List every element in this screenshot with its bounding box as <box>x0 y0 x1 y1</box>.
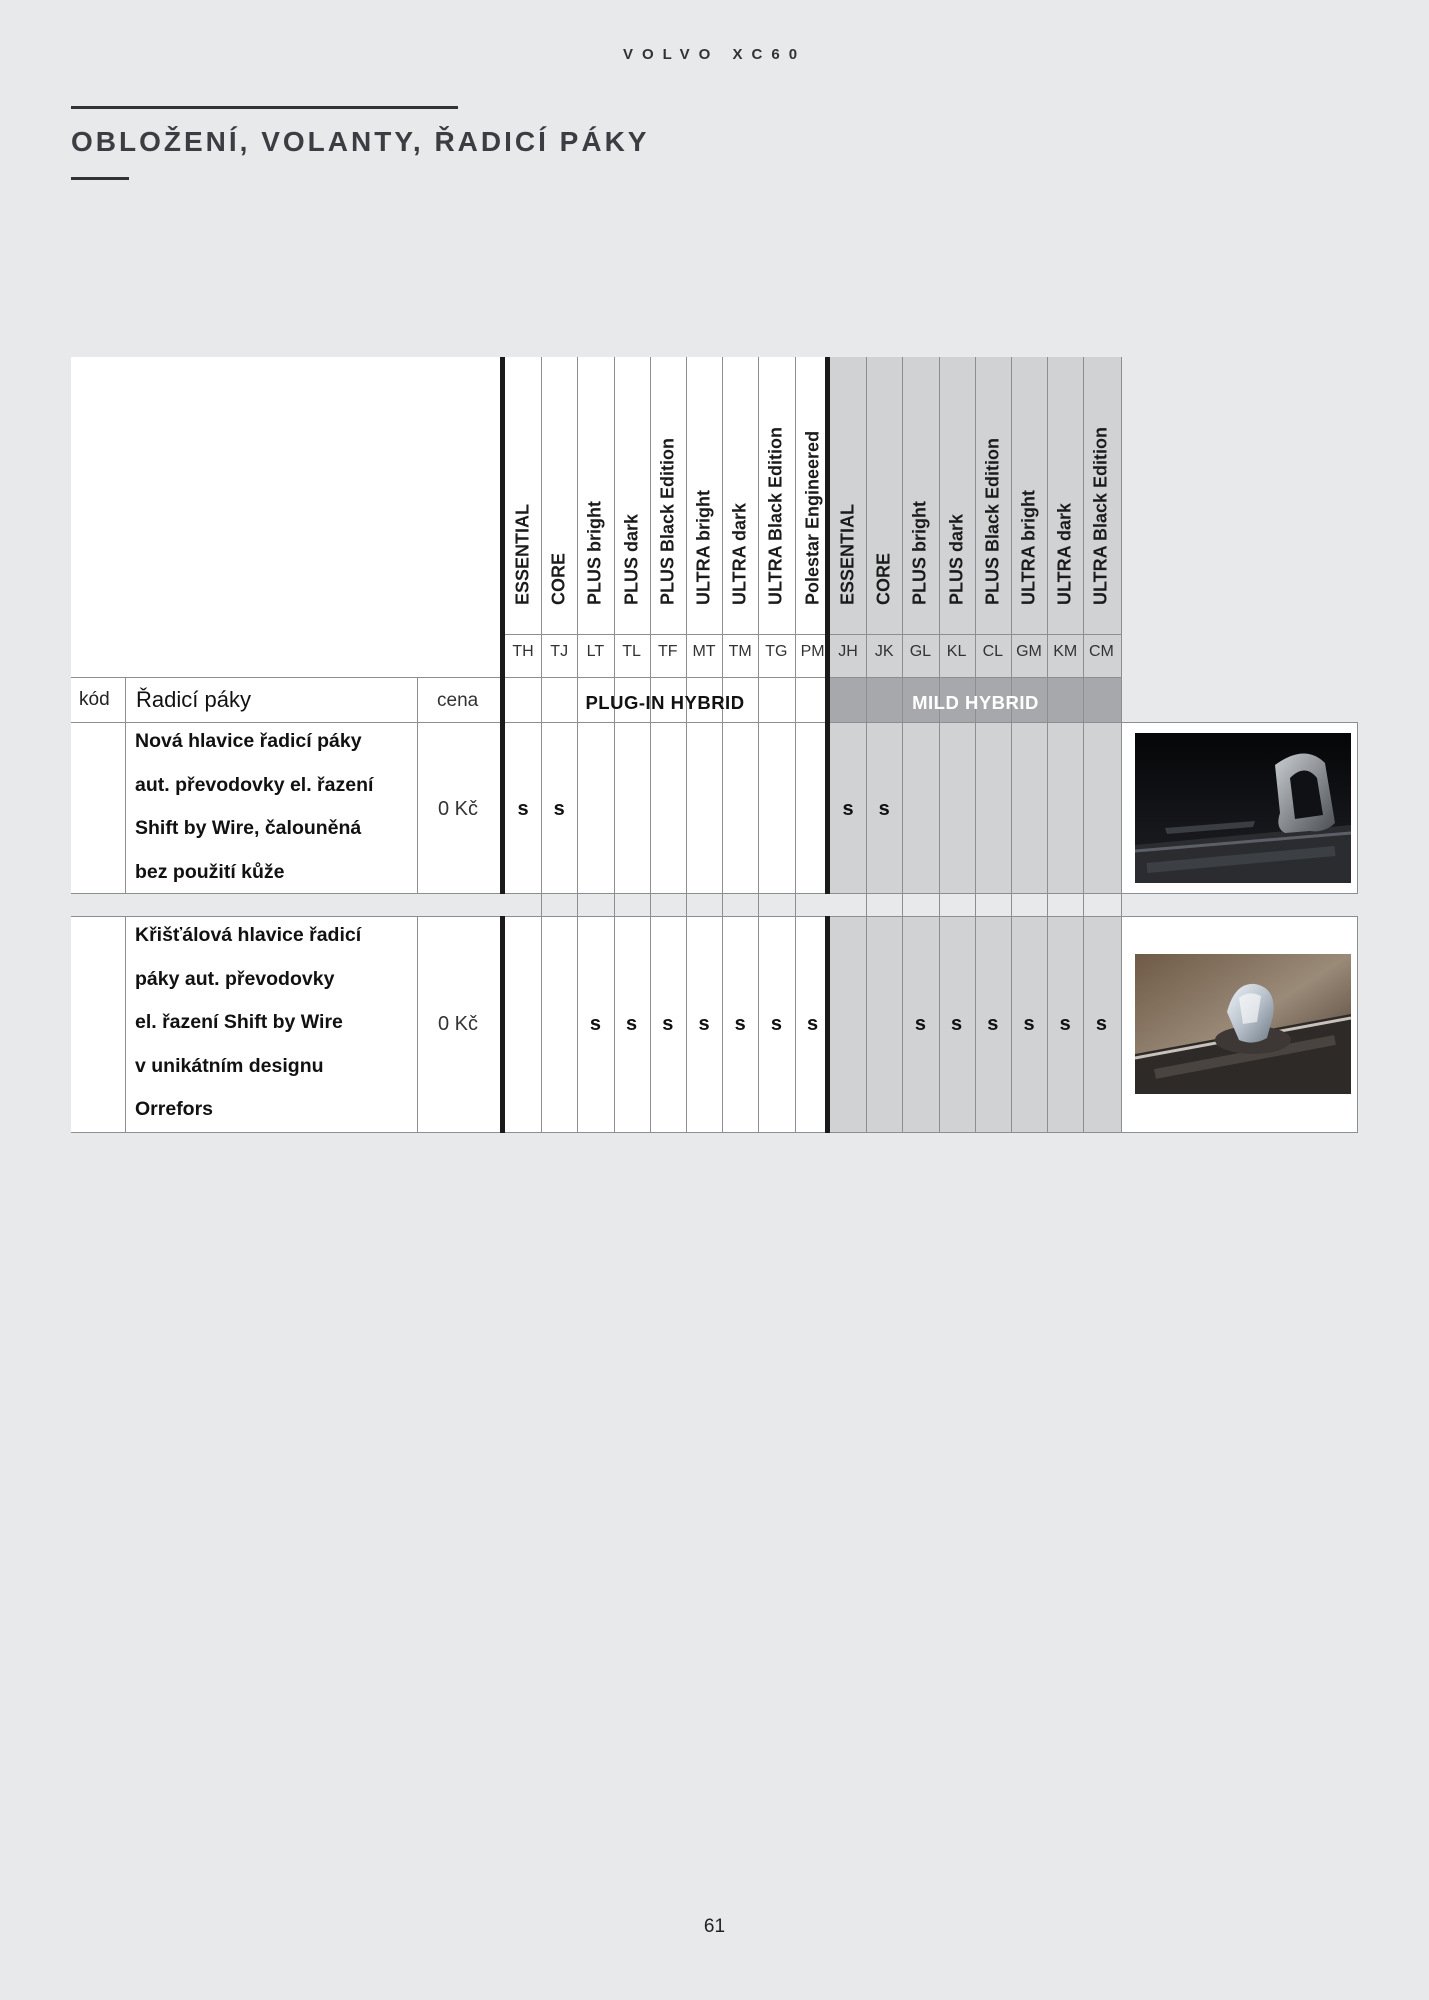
availability-mark: s <box>626 1013 638 1035</box>
version-header <box>722 357 758 634</box>
version-header <box>1083 357 1119 634</box>
version-header <box>505 357 541 634</box>
version-name: ULTRA dark <box>729 502 750 605</box>
black-gear-selector-photo <box>1135 733 1351 883</box>
version-name: PLUS bright <box>584 501 605 605</box>
availability-mark: s <box>987 1013 999 1035</box>
vline-kod-2 <box>125 916 126 1133</box>
availability-mark: s <box>662 1013 674 1035</box>
availability-mark: s <box>734 1013 746 1035</box>
hline-header-bottom <box>71 677 1121 678</box>
title-rule-top <box>71 106 458 109</box>
availability-mark: s <box>1095 1013 1107 1035</box>
version-code: TM <box>728 643 752 660</box>
version-header <box>686 357 722 634</box>
version-header <box>975 357 1011 634</box>
version-code: JK <box>874 643 894 660</box>
row-2-line-3: el. řazení Shift by Wire <box>135 1011 343 1033</box>
row-1-description <box>135 720 415 894</box>
version-name: Polestar Engineered <box>802 430 823 605</box>
row-2-line-4: v unikátním designu <box>135 1054 324 1077</box>
row-2-line-2: páky aut. převodovky <box>135 967 335 990</box>
availability-mark: s <box>842 798 854 820</box>
crystal-gear-selector-photo <box>1135 954 1351 1094</box>
version-code: TG <box>765 643 788 660</box>
page-title: OBLOŽENÍ, VOLANTY, ŘADICÍ PÁKY <box>71 126 650 157</box>
version-header <box>614 357 650 634</box>
page-number: 61 <box>703 1916 726 1937</box>
group-mild-hybrid: MILD HYBRID <box>912 692 1039 713</box>
version-code: TJ <box>550 643 569 660</box>
availability-mark: s <box>878 798 890 820</box>
version-code: GM <box>1016 643 1042 660</box>
version-name: CORE <box>873 552 894 605</box>
version-name: ULTRA dark <box>1054 502 1075 605</box>
version-header <box>866 357 902 634</box>
version-name: ULTRA Black Edition <box>1090 426 1111 605</box>
version-code: MT <box>692 643 716 660</box>
version-header <box>830 357 866 634</box>
vline-kod <box>125 677 126 894</box>
brand-header: VOLVO XC60 <box>622 46 807 63</box>
availability-mark: s <box>914 1013 926 1035</box>
availability-mark: s <box>770 1013 782 1035</box>
vline-right-edge-2 <box>1357 916 1358 1133</box>
availability-mark: s <box>698 1013 710 1035</box>
hline-row-2-bottom <box>71 1132 1358 1133</box>
version-code: CL <box>982 643 1004 660</box>
row-1-line-2: aut. převodovky el. řazení <box>135 773 374 796</box>
availability-mark: s <box>807 1013 819 1035</box>
version-header <box>1011 357 1047 634</box>
version-header <box>758 357 794 634</box>
version-code: TL <box>622 643 641 660</box>
row-1-line-3: Shift by Wire, čalouněná <box>135 817 362 839</box>
row-1-price: 0 Kč <box>438 798 479 820</box>
version-name: PLUS dark <box>621 513 642 605</box>
version-header <box>541 357 577 634</box>
column-header-name: Řadicí páky <box>136 687 251 712</box>
availability-mark: s <box>553 798 565 820</box>
availability-mark: s <box>1023 1013 1035 1035</box>
shift-lever-table <box>71 357 1358 1133</box>
version-header <box>795 357 831 634</box>
version-header <box>1047 357 1083 634</box>
row-1-line-1: Nová hlavice řadicí páky <box>135 730 362 752</box>
availability-mark: s <box>1059 1013 1071 1035</box>
availability-mark: s <box>517 798 529 820</box>
row-2-line-5: Orrefors <box>135 1098 214 1120</box>
phev-separator-row2 <box>500 916 505 1133</box>
version-code: LT <box>586 643 605 660</box>
version-name: PLUS bright <box>909 501 930 605</box>
vline-name <box>417 677 418 894</box>
group-plug-in-hybrid: PLUG-IN HYBRID <box>585 692 745 713</box>
version-name: ESSENTIAL <box>837 503 858 605</box>
availability-mark: s <box>589 1013 601 1035</box>
version-code: PM <box>800 643 825 660</box>
row-2-price: 0 Kč <box>438 1013 479 1035</box>
column-header-kod: kód <box>79 689 110 710</box>
title-rule-bottom <box>71 177 129 180</box>
version-name: ULTRA Black Edition <box>765 426 786 605</box>
version-header <box>577 357 613 634</box>
version-name: PLUS Black Edition <box>982 437 1003 605</box>
version-code: GL <box>909 643 932 660</box>
vline-right-edge <box>1357 722 1358 894</box>
vline-name-2 <box>417 916 418 1133</box>
row-2-line-1: Křišťálová hlavice řadicí <box>135 924 362 946</box>
row-2-description <box>135 914 415 1132</box>
version-code: TH <box>512 643 534 660</box>
row-1-line-4: bez použití kůže <box>135 860 285 883</box>
version-code: KM <box>1053 643 1078 660</box>
version-name: CORE <box>548 552 569 605</box>
availability-mark: s <box>951 1013 963 1035</box>
version-name: ULTRA bright <box>693 490 714 605</box>
version-name: ESSENTIAL <box>512 503 533 605</box>
version-code: CM <box>1088 643 1114 660</box>
version-code: KL <box>946 643 967 660</box>
version-name: PLUS dark <box>946 513 967 605</box>
version-name: ULTRA bright <box>1018 490 1039 605</box>
vline-image-left <box>1121 357 1122 1133</box>
version-code: JH <box>838 643 858 660</box>
version-code: TF <box>658 643 678 660</box>
version-header <box>650 357 686 634</box>
column-header-price: cena <box>437 690 479 711</box>
version-name: PLUS Black Edition <box>657 437 678 605</box>
version-header <box>902 357 938 634</box>
version-header <box>939 357 975 634</box>
hline-codes-top <box>505 634 1121 635</box>
